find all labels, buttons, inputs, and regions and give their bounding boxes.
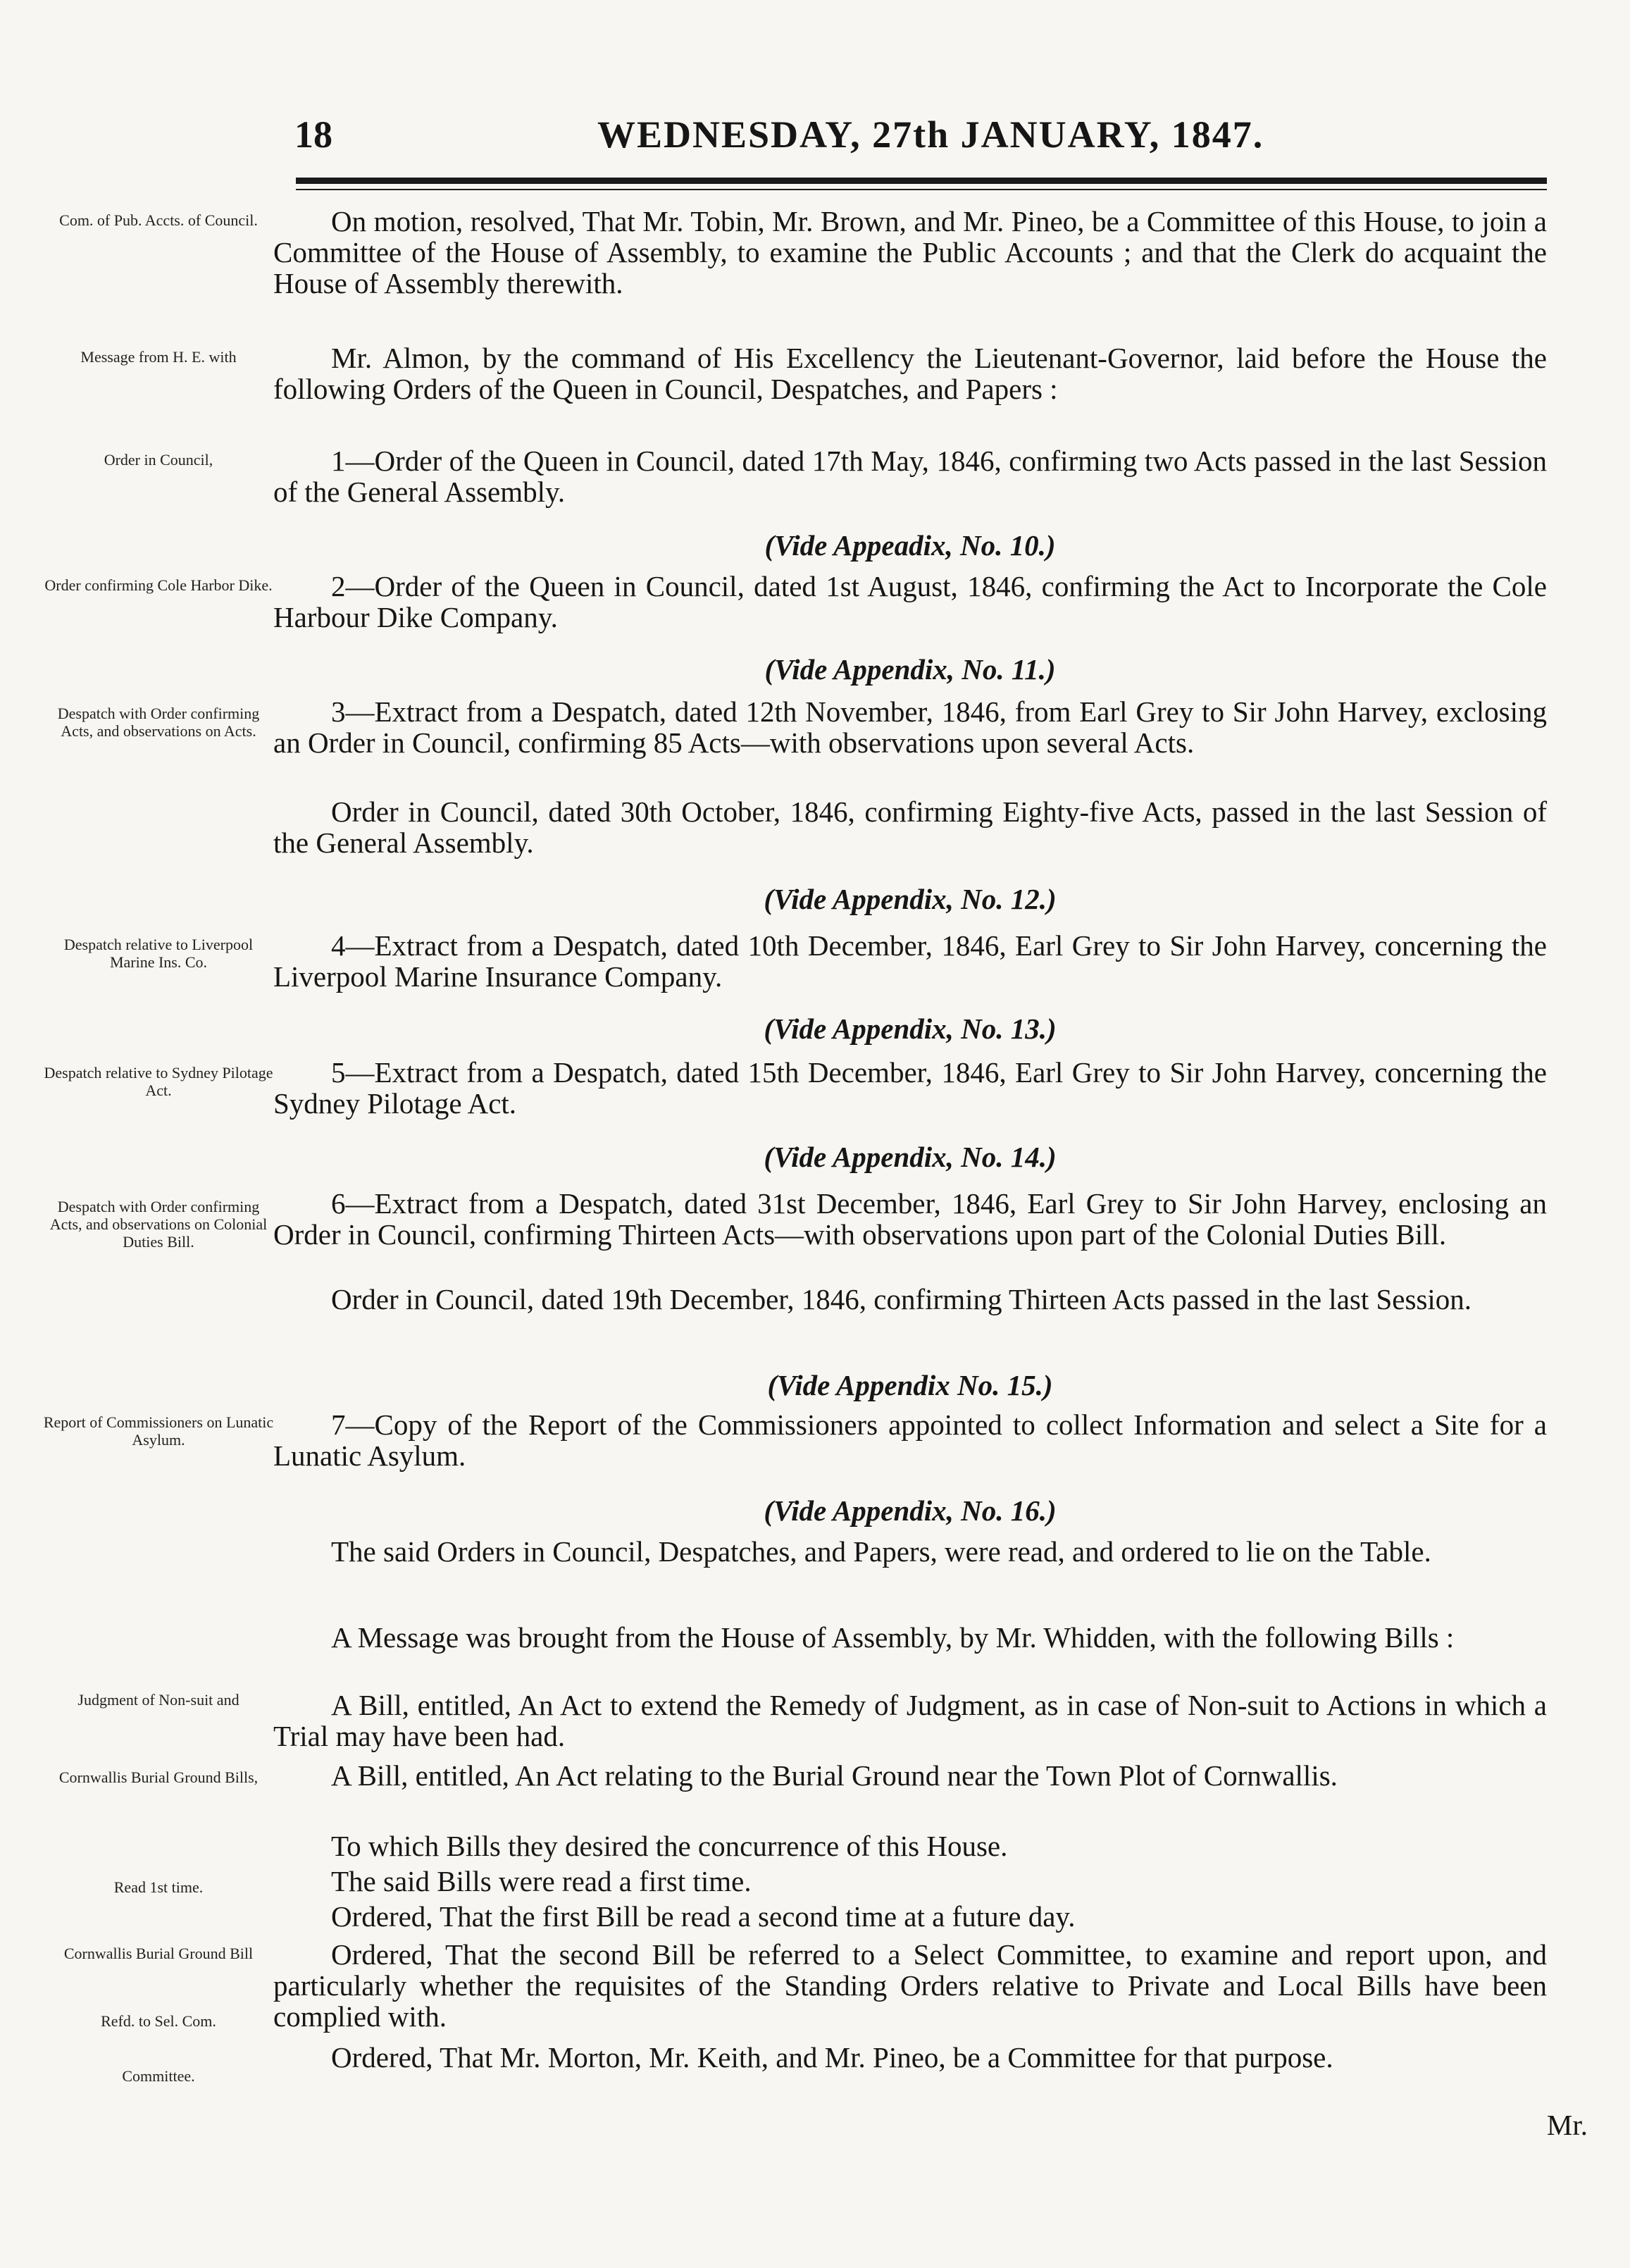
paragraph-item-7: 7—Copy of the Report of the Commissioners appointed to collect Information and select a Site for a Lunatic Asylum. xyxy=(273,1408,1547,1472)
paragraph-read-first-time: The said Bills were read a first time. xyxy=(331,1865,752,1897)
vide-appendix-15: (Vide Appendix No. 15.) xyxy=(767,1369,1053,1401)
margin-note: Despatch with Order confirming Acts, and observations on Acts. xyxy=(57,705,260,740)
margin-note: Report of Commissioners on Lunatic Asylum. xyxy=(43,1413,274,1449)
paragraph-item-2: 2—Order of the Queen in Council, dated 1st August, 1846, confirming the Act to Incorporate the Cole Harbour Dike Company. xyxy=(273,570,1547,633)
margin-note: Despatch relative to Sydney Pilotage Act. xyxy=(44,1064,273,1099)
paragraph-order-in-council-13-acts: Order in Council, dated 19th December, 1846, confirming Thirteen Acts passed in the last Session. xyxy=(331,1283,1472,1315)
margin-note: Refd. to Sel. Com. xyxy=(101,2012,216,2030)
paragraph-item-1: 1—Order of the Queen in Council, dated 17th May, 1846, confirming two Acts passed in the last Session of the General Assembly. xyxy=(273,445,1547,508)
paragraph-concurrence: To which Bills they desired the concurrence of this House. xyxy=(331,1830,1008,1862)
margin-note: Com. of Pub. Accts. of Council. xyxy=(59,211,258,229)
margin-note: Cornwallis Burial Ground Bill xyxy=(63,1945,254,1962)
paragraph-item-4: 4—Extract from a Despatch, dated 10th December, 1846, Earl Grey to Sir John Harvey, concerning the Liverpool Marine Insurance Company. xyxy=(273,929,1547,993)
vide-appendix-16: (Vide Appendix, No. 16.) xyxy=(764,1494,1057,1527)
margin-note: Order confirming Cole Harbor Dike. xyxy=(44,576,273,594)
vide-appendix-12: (Vide Appendix, No. 12.) xyxy=(764,883,1057,915)
paragraph-message-from-his-excellency: Mr. Almon, by the command of His Excellency the Lieutenant-Governor, laid before the House the following Orders of the Queen in Council, Despatches, and Papers : xyxy=(273,342,1547,405)
margin-note: Order in Council, xyxy=(104,451,213,469)
paragraph-bill-judgment: A Bill, entitled, An Act to extend the Remedy of Judgment, as in case of Non-suit to Actions in which a Trial may have been had. xyxy=(273,1689,1547,1752)
vide-appendix-10: (Vide Appeadix, No. 10.) xyxy=(764,529,1056,562)
margin-note: Committee. xyxy=(122,2067,195,2085)
paragraph-ordered-second-reading: Ordered, That the first Bill be read a second time at a future day. xyxy=(331,1900,1076,1933)
paragraph-ordered-select-committee: Ordered, That the second Bill be referred to a Select Committee, to examine and report upon, and particularly whether the requisites of the Standing Orders relative to Private and Local Bills have been complied with. xyxy=(273,1938,1547,2033)
paragraph-message-from-assembly: A Message was brought from the House of Assembly, by Mr. Whidden, with the following Bills : xyxy=(331,1621,1455,1654)
margin-notes xyxy=(42,0,275,2268)
body-text xyxy=(273,0,1547,2268)
running-head: WEDNESDAY, 27th JANUARY, 1847. xyxy=(597,113,1264,156)
vide-appendix-14: (Vide Appendix, No. 14.) xyxy=(764,1141,1057,1173)
paragraph-papers-read: The said Orders in Council, Despatches, and Papers, were read, and ordered to lie on the Table. xyxy=(331,1535,1431,1568)
margin-note: Judgment of Non-suit and xyxy=(77,1691,239,1709)
margin-note: Cornwallis Burial Ground Bills, xyxy=(58,1768,259,1786)
margin-note: Despatch relative to Liverpool Marine Ins. Co. xyxy=(63,936,254,971)
vide-appendix-11: (Vide Appendix, No. 11.) xyxy=(764,653,1056,686)
paragraph-order-in-council-85-acts: Order in Council, dated 30th October, 1846, confirming Eighty-five Acts, passed in the last Session of the General Assembly. xyxy=(273,795,1547,859)
paragraph-committee-public-accounts: On motion, resolved, That Mr. Tobin, Mr. Brown, and Mr. Pineo, be a Committee of this House, to join a Committee of the House of Assembly, to examine the Public Accounts ; and that the Clerk do acquaint the House of Assembly therewith. xyxy=(273,205,1547,299)
margin-note: Despatch with Order confirming Acts, and observations on Colonial Duties Bill. xyxy=(49,1198,268,1251)
margin-note: Read 1st time. xyxy=(113,1878,204,1896)
paragraph-item-3: 3—Extract from a Despatch, dated 12th November, 1846, from Earl Grey to Sir John Harvey, exclosing an Order in Council, confirming 85 Acts—with observations upon several Acts. xyxy=(273,695,1547,759)
paragraph-item-6: 6—Extract from a Despatch, dated 31st December, 1846, Earl Grey to Sir John Harvey, enclosing an Order in Council, confirming Thirteen Acts—with observations upon part of the Colonial Duties Bill. xyxy=(273,1187,1547,1251)
vide-appendix-13: (Vide Appendix, No. 13.) xyxy=(764,1012,1057,1045)
catchword: Mr. xyxy=(1546,2109,1588,2141)
paragraph-item-5: 5—Extract from a Despatch, dated 15th December, 1846, Earl Grey to Sir John Harvey, concerning the Sydney Pilotage Act. xyxy=(273,1056,1547,1120)
page-number: 18 xyxy=(294,113,332,156)
paragraph-ordered-committee: Ordered, That Mr. Morton, Mr. Keith, and Mr. Pineo, be a Committee for that purpose. xyxy=(331,2041,1333,2074)
paragraph-bill-burial-ground: A Bill, entitled, An Act relating to the Burial Ground near the Town Plot of Cornwallis. xyxy=(331,1759,1338,1792)
margin-note: Message from H. E. with xyxy=(80,348,237,366)
